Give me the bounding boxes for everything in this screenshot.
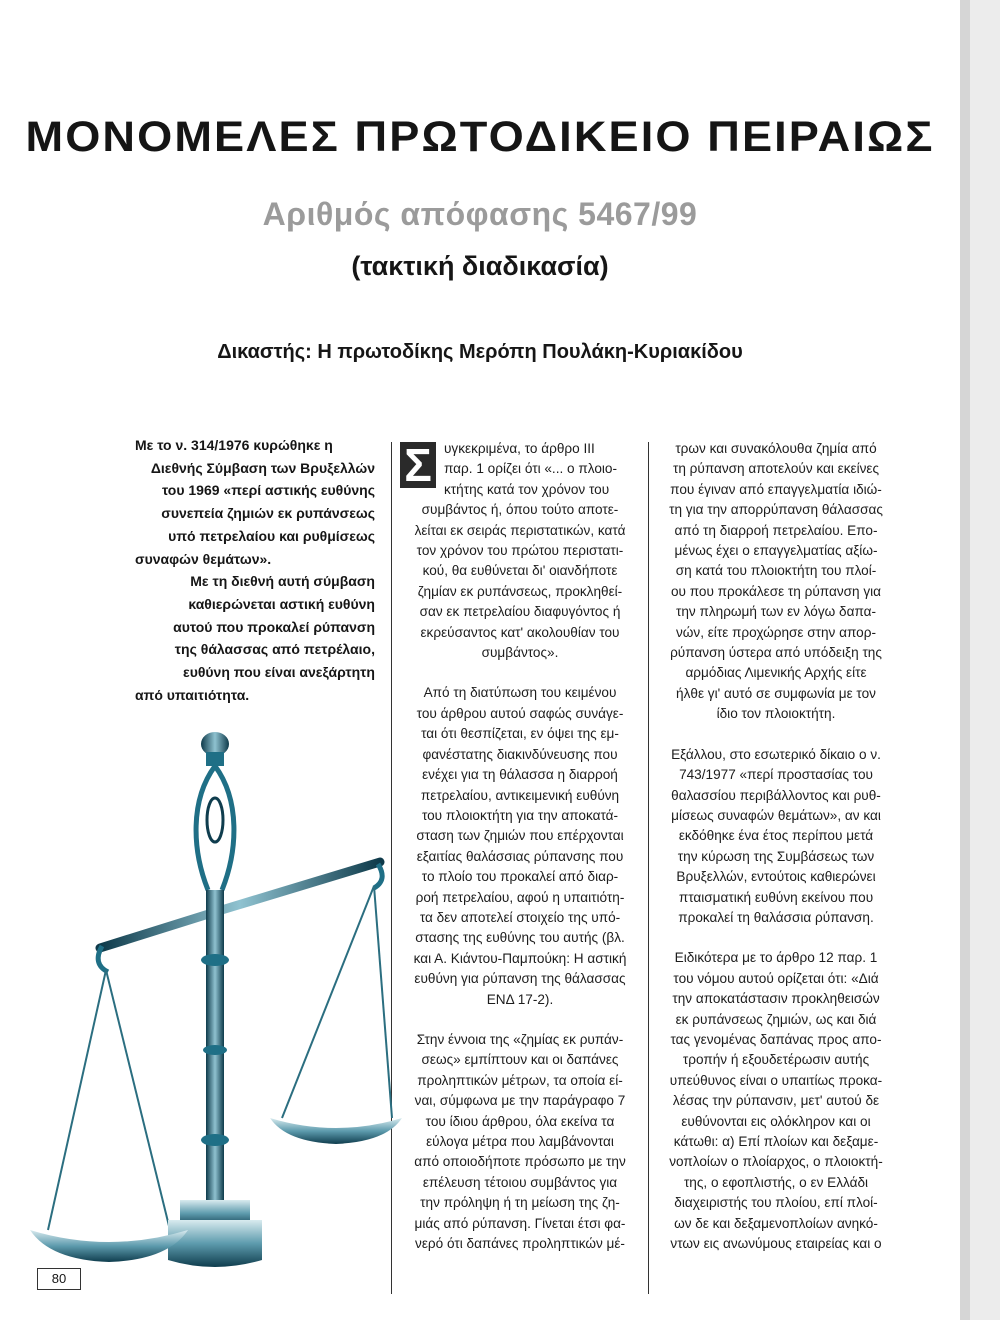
text-line: ναι, σύμφωνα με την παράγραφο 7: [414, 1093, 626, 1109]
text-line: ζημίαν εκ ρυπάνσεως, προκληθεί-: [417, 583, 623, 599]
text-line: σεως» εμπίπτουν και οι δαπάνες: [421, 1052, 619, 1068]
right-pan: [270, 1118, 402, 1144]
text-line: της θάλασσας από πετρέλαιο,: [174, 641, 375, 658]
text-line: φανέστατης διακινδύνευσης που: [422, 746, 618, 762]
page-number: 80: [37, 1268, 81, 1290]
text-line: ντων εις ανωνύμους εταιρείας και ο: [670, 1236, 882, 1252]
text-line: του 1969 «περί αστικής ευθύνης: [161, 482, 375, 499]
text-line: του άρθρου αυτού σαφώς συνάγε-: [416, 705, 624, 721]
article-column-3: [656, 439, 896, 1254]
text-line: Από τη διατύπωση του κειμένου: [423, 685, 617, 701]
text-line: την κύρωση της Συμβάσεως των: [677, 848, 875, 864]
text-line: αυτού που προκαλεί ρύπανση: [173, 618, 375, 635]
text-line: τη για την απορρύπανση θάλασσας: [669, 502, 883, 518]
judge-line: Δικαστής: Η πρωτοδίκης Μερόπη Πουλάκη-Κυριακίδου: [217, 341, 743, 363]
paragraph-gap: [656, 725, 896, 745]
text-line: τα δεν αποτελεί στοιχείο της υπό-: [419, 909, 621, 925]
text-line: συμβάντος».: [481, 645, 559, 661]
text-line: νών, είτε προχώρησε στην απορ-: [675, 624, 877, 640]
text-line: τρων και συνακόλουθα ζημία από: [675, 441, 877, 456]
text-line: από υπαιτιότητα.: [135, 686, 250, 703]
text-line: ου που προκάλεσε τη ρύπανση για: [670, 583, 882, 599]
upper-frame: [196, 766, 234, 890]
text-line: κού, θα ευθύνεται δι' οιανδήποτε: [422, 563, 618, 579]
text-line: που έγιναν από επαγγελματία ιδιώ-: [670, 481, 882, 497]
text-line: ροή πετρελαίου, αφού η υπαιτιότη-: [415, 889, 625, 905]
text-line: Ειδικότερα με το άρθρο 12 παρ. 1: [674, 950, 878, 966]
text-line: της, ο εφοπλιστής, ο εν Ελλάδι: [683, 1174, 869, 1190]
text-line: καθιερώνεται αστική ευθύνη: [188, 595, 375, 612]
decision-number: Αριθμός απόφασης 5467/99: [262, 196, 698, 232]
paragraph-gap: [400, 663, 640, 683]
text-line: εκ ρυπάνσεως ζημιών, ως και διά: [675, 1011, 877, 1027]
text-line: θαλασσίου περιβάλλοντος και ρυθ-: [671, 787, 881, 803]
page-edge: [960, 0, 1000, 1320]
text-line: νοπλοίων ο πλοίαρχος, ο πλοιοκτή-: [669, 1154, 883, 1170]
text-line: Βρυξελλών, εντούτοις καθιερώνει: [676, 869, 876, 885]
article-column-2: [400, 439, 640, 1254]
left-chain-a: [48, 970, 106, 1230]
text-line: ενέχει για τη θάλασσα η διαρροή: [422, 767, 618, 783]
left-chain-b: [106, 970, 170, 1230]
drop-cap: Σ: [400, 442, 436, 488]
text-line: από τη διαρροή πετρελαίου. Επο-: [674, 522, 878, 538]
column-ring-2: [203, 1045, 227, 1055]
right-chain-a: [282, 886, 374, 1118]
text-line: μένως έχει ο επαγγελματίας αξίω-: [674, 543, 878, 559]
text-line: τροπήν ή εξουδετέρωσιν αυτής: [682, 1052, 870, 1068]
base-lower: [168, 1220, 262, 1267]
text-line: του νόμου αυτού ορίζεται ότι: «Διά: [673, 970, 879, 986]
text-line: τας γενομένας δαπάνας προς απο-: [670, 1031, 882, 1047]
text-line: ων δε και δεξαμενοπλοίων ανηκό-: [674, 1215, 878, 1231]
text-line: του ίδιου άρθρου, όλα εκείνα τα: [425, 1113, 615, 1129]
text-line: ήλθε γι' αυτό σε συμφωνία με τον: [676, 685, 876, 701]
text-line: προκαλεί τη θαλάσσια ρύπανση.: [678, 909, 874, 925]
left-pan: [30, 1230, 188, 1262]
text-line: εύλογα μέτρα που λαμβάνονται: [426, 1134, 614, 1149]
text-line: κάτωθι: α) Επί πλοίων και δεξαμε-: [673, 1134, 879, 1149]
text-line: Με τη διεθνή αυτή σύμβαση: [190, 573, 375, 590]
text-line: Στην έννοια της «ζημίας εκ ρυπάν-: [416, 1031, 624, 1047]
text-line: σταση των ζημιών που επέρχονται: [416, 828, 624, 844]
text-line: επέλευση τέτοιου συμβάντος για: [422, 1174, 618, 1190]
text-line: κτήτης κατά τον χρόνον του: [444, 481, 610, 497]
text-line: νερό ότι δαπάνες προληπτικών μέ-: [415, 1236, 625, 1252]
text-line: Με το ν. 314/1976 κυρώθηκε η: [135, 437, 333, 453]
text-line: ευθύνονται εις ολόκληρον και οι: [681, 1113, 871, 1129]
text-line: στασης της ευθύνης του αυτής (βλ.: [415, 930, 625, 946]
text-line: αρμόδιας Λιμενικής Αρχής είτε: [685, 665, 867, 681]
text-line: συναφών θεμάτων».: [135, 550, 272, 567]
column-rule-2: [648, 442, 649, 1294]
intro-summary: [135, 434, 375, 706]
text-line: προληπτικών μέτρων, τα οποία εί-: [417, 1072, 623, 1088]
text-line: υπεύθυνος είναι ο υπαιτίως προκα-: [669, 1072, 883, 1088]
finial-neck: [206, 752, 224, 766]
text-line: ίδιο τον πλοιοκτήτη.: [716, 706, 836, 722]
paragraph-gap: [656, 928, 896, 948]
text-line: μιάς από ρύπανση. Γίνεται έτσι φα-: [414, 1215, 626, 1231]
text-line: συνεπεία ζημιών εκ ρυπάνσεως: [161, 505, 375, 522]
text-line: την πρόληψη ή τη μείωση της ζη-: [420, 1195, 620, 1211]
text-line: συμβάντος ή, όπου τούτο αποτε-: [421, 502, 619, 518]
text-line: την πληρωμή των εν λόγω δαπα-: [675, 604, 877, 620]
text-line: 743/1977 «περί προστασίας του: [679, 767, 873, 783]
page-title: ΜΟΝΟΜΕΛΕΣ ΠΡΩΤΟΔΙΚΕΙΟ ΠΕΙΡΑΙΩΣ: [25, 113, 935, 161]
scales-of-justice-illustration: [30, 720, 410, 1280]
text-line: παρ. 1 ορίζει ότι «... ο πλοιο-: [444, 461, 618, 477]
column-ring-1: [201, 954, 229, 966]
balance-beam: [100, 862, 380, 948]
text-line: την αποκατάστασιν προκληθεισών: [672, 991, 880, 1007]
text-line: του πλοιοκτήτη για την αποκατά-: [421, 807, 619, 823]
text-line: υγκεκριμένα, το άρθρο III: [444, 441, 595, 456]
text-line: πετρελαίου, αντικειμενική ευθύνη: [420, 787, 620, 803]
column-ring-3: [201, 1134, 229, 1146]
text-line: πταισματική ευθύνη εκείνου που: [678, 889, 874, 905]
text-line: ΕΝΔ 17-2).: [486, 991, 554, 1007]
text-line: λέσας την ρύπανσιν, μετ' αυτού δε: [672, 1093, 880, 1109]
text-line: Εξάλλου, στο εσωτερικό δίκαιο ο ν.: [671, 746, 881, 762]
text-line: μίσεως συναφών θεμάτων», αν και: [671, 807, 881, 823]
text-line: ση κατά του πλοιοκτήτη του πλοί-: [675, 563, 877, 579]
text-line: Διεθνής Σύμβαση των Βρυξελλών: [150, 459, 375, 476]
procedure-type: (τακτική διαδικασία): [351, 251, 609, 281]
text-line: τον χρόνον του πρώτου περιστατι-: [416, 543, 624, 559]
text-line: ρύπανση ύστερα από υπόδειξη της: [670, 645, 882, 661]
text-line: εξαιτίας θαλάσσιας ρύπανσης που: [416, 848, 624, 864]
text-line: ευθύνη για ρύπανση της θάλασσας: [414, 971, 626, 987]
text-line: διαχειριστής του πλοίου, επί πλοί-: [674, 1195, 878, 1211]
text-line: το πλοίο του προκαλεί από διαρ-: [421, 869, 619, 885]
right-chain-b: [374, 886, 392, 1118]
text-line: τη ρύπανση αποτελούν και εκείνες: [672, 461, 880, 477]
paragraph-gap: [400, 1010, 640, 1030]
text-line: υπό πετρελαίου και ρυθμίσεως: [168, 527, 375, 544]
text-line: από οποιοδήποτε πρόσωπο με την: [414, 1154, 626, 1170]
text-line: λείται εκ σειράς περιστατικών, κατά: [414, 522, 626, 538]
text-line: σαν εκ πετρελαίου διαφυγόντος ή: [419, 604, 621, 620]
frame-oval: [207, 798, 223, 842]
text-line: ται ότι θεσπίζεται, εν όψει της εμ-: [421, 726, 619, 742]
text-line: και Α. Κιάντου-Παμπούκη: Η αστική: [413, 950, 627, 966]
text-line: εκδόθηκε ένα έτος περίπου μετά: [678, 828, 874, 844]
text-line: εκρεύσαντος κατ' ακολουθίαν του: [420, 624, 620, 640]
text-line: ευθύνη που είναι ανεξάρτητη: [183, 664, 375, 681]
